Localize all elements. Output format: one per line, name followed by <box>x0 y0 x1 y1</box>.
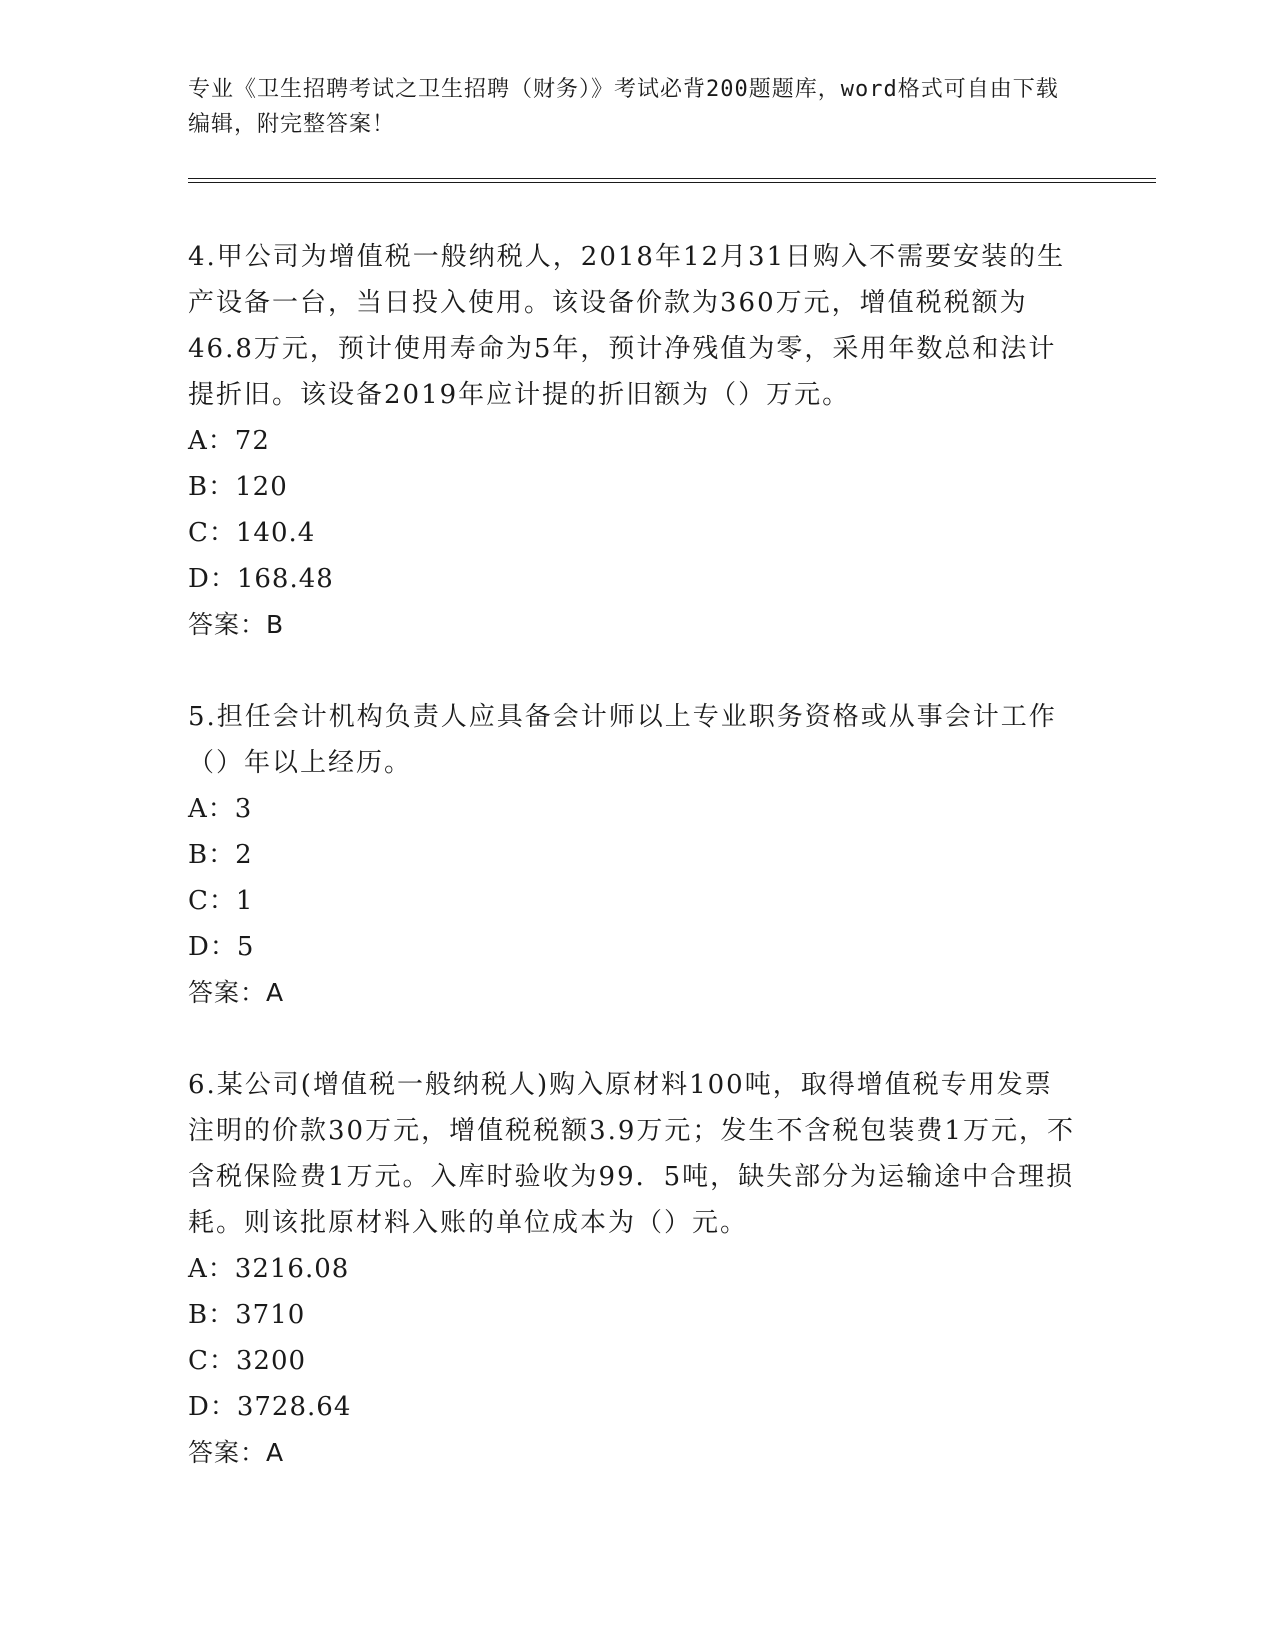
option-c: C：3200 <box>188 1346 307 1376</box>
answer-line: 答案：A <box>188 1438 285 1467</box>
option-a: A：3 <box>188 794 253 824</box>
answer-line: 答案：A <box>188 978 285 1007</box>
document-header: 专业《卫生招聘考试之卫生招聘（财务）》考试必背200题题库，word格式可自由下载编辑，附完整答案！ <box>188 77 1059 137</box>
question-5 <box>188 694 1078 1016</box>
question-list <box>188 234 1078 1522</box>
option-d: D：5 <box>188 932 255 962</box>
option-d: D：3728.64 <box>188 1392 352 1422</box>
option-c: C：1 <box>188 886 254 916</box>
answer-line: 答案：B <box>188 610 285 639</box>
question-stem: 5.担任会计机构负责人应具备会计师以上专业职务资格或从事会计工作（）年以上经历。 <box>188 702 1057 778</box>
option-a: A：3216.08 <box>188 1254 350 1284</box>
option-a: A：72 <box>188 426 270 456</box>
option-b: B：120 <box>188 472 288 502</box>
question-6 <box>188 1062 1078 1476</box>
option-d: D：168.48 <box>188 564 334 594</box>
question-stem: 4.甲公司为增值税一般纳税人，2018年12月31日购入不需要安装的生产设备一台，当日投入使用。该设备价款为360万元，增值税税额为46.8万元，预计使用寿命为5年，预计净残值为零，采用年数总和法计提折旧。该设备2019年应计提的折旧额为（）万元。 <box>188 242 1066 410</box>
option-b: B：2 <box>188 840 253 870</box>
question-stem: 6.某公司(增值税一般纳税人)购入原材料100吨，取得增值税专用发票注明的价款30万元，增值税税额3.9万元；发生不含税包装费1万元，不含税保险费1万元。入库时验收为99．5吨，缺失部分为运输途中合理损耗。则该批原材料入账的单位成本为（）元。 <box>188 1070 1075 1238</box>
option-b: B：3710 <box>188 1300 306 1330</box>
question-4 <box>188 234 1078 648</box>
header-divider-top <box>188 178 1156 179</box>
option-c: C：140.4 <box>188 518 316 548</box>
header-divider-bottom <box>188 182 1156 183</box>
